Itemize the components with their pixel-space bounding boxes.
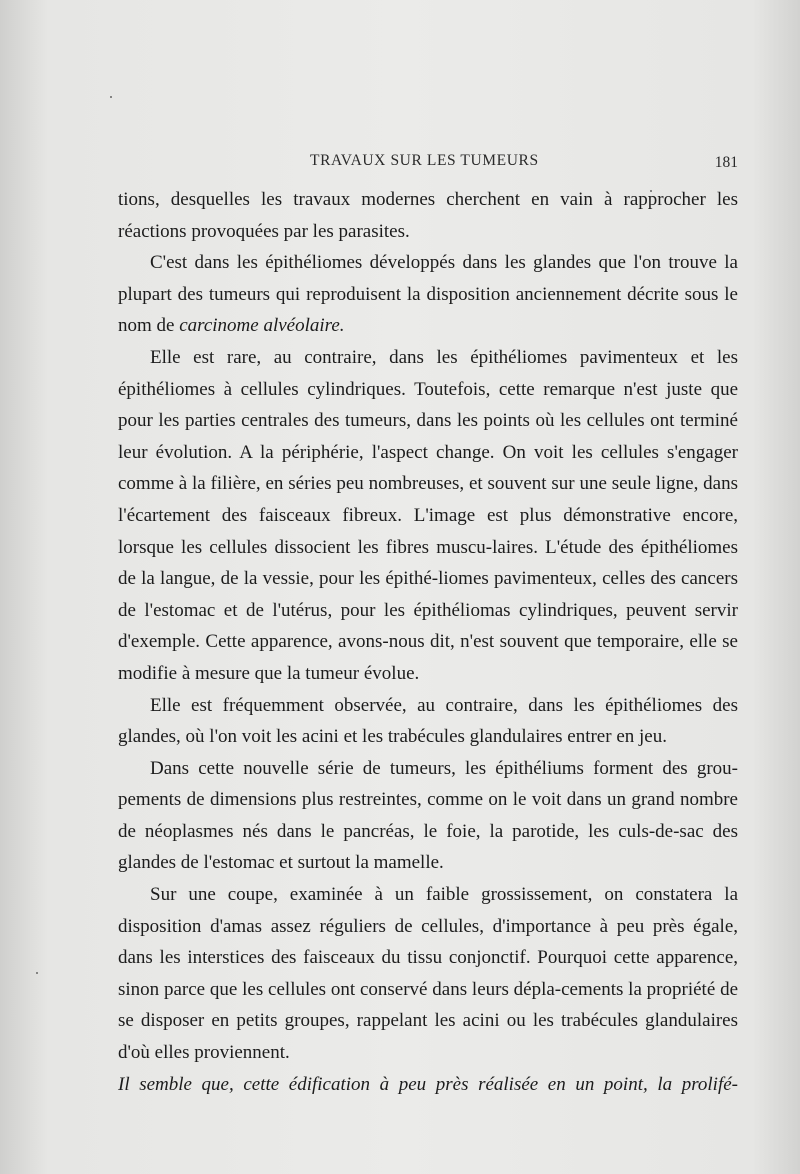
paragraph — [118, 879, 738, 1069]
running-title: TRAVAUX SUR LES TUMEURS — [310, 152, 539, 169]
paragraph-text: Elle est fréquemment observée, au contraire, dans les épithéliomes des glandes, où l'on voit les acini et les trabécules glandulaires entrer en jeu. — [118, 694, 738, 748]
paragraph-text: Dans cette nouvelle série de tumeurs, les épithéliums forment des grou-pements de dimensions plus restreintes, comme on le voit dans un grand nombre de néoplasmes nés dans le pancréas, le foie, la parotide, les culs-de-sac des glandes de l'estomac et surtout la mamelle. — [118, 757, 738, 874]
paragraph — [118, 342, 738, 690]
italic-term: carcinome alvéolaire. — [179, 315, 345, 337]
paper-speck — [110, 96, 112, 98]
paragraph — [118, 184, 738, 247]
continuation-line: Il semble que, cette édification à peu près réalisée en un point, la prolifé- — [118, 1073, 738, 1095]
page-number: 181 — [714, 154, 738, 171]
running-header — [118, 152, 738, 176]
paragraph-text: tions, desquelles les travaux modernes cherchent en vain à rapprocher les réactions provoquées par les parasites. — [118, 189, 738, 242]
body-text — [118, 184, 738, 1100]
paragraph — [118, 690, 738, 753]
paper-speck — [36, 972, 38, 974]
paragraph-text: Elle est rare, au contraire, dans les épithéliomes pavimenteux et les épithéliomes à cellules cylindriques. Toutefois, cette remarque n'est juste que pour les parties centrales des tumeurs, dans les points où les cellules ont terminé leur évolution. A la périphérie, l'aspect change. On voit les cellules s'engager comme à la filière, en séries peu nombreuses, et souvent sur une seule ligne, dans l'écartement des faisceaux fibreux. L'image est plus démonstrative encore, lorsque les cellules dissocient les fibres muscu-laires. L'étude des épithéliomes de la langue, de la vessie, pour les épithé-liomes pavimenteux, celles des cancers de l'estomac et de l'utérus, pour les épithéliomas cylindriques, peuvent servir d'exemple. Cette apparence, avons-nous dit, n'est souvent que temporaire, elle se modifie à mesure que la tumeur évolue. — [118, 346, 738, 684]
paragraph-text: Sur une coupe, examinée à un faible grossissement, on constatera la disposition d'amas assez réguliers de cellules, d'importance à peu près égale, dans les interstices des faisceaux du tissu conjonctif. Pourquoi cette apparence, sinon parce que les cellules ont conservé dans leurs dépla-cements la propriété de se disposer en petits groupes, rappelant les acini ou les trabécules glandulaires d'où elles proviennent. — [118, 884, 738, 1064]
paragraph-text: C'est dans les épithéliomes développés dans les glandes que l'on trouve la plupart des tumeurs qui reproduisent la disposition anciennement décrite sous le nom de — [118, 252, 738, 337]
paragraph — [118, 247, 738, 342]
paragraph — [118, 753, 738, 879]
